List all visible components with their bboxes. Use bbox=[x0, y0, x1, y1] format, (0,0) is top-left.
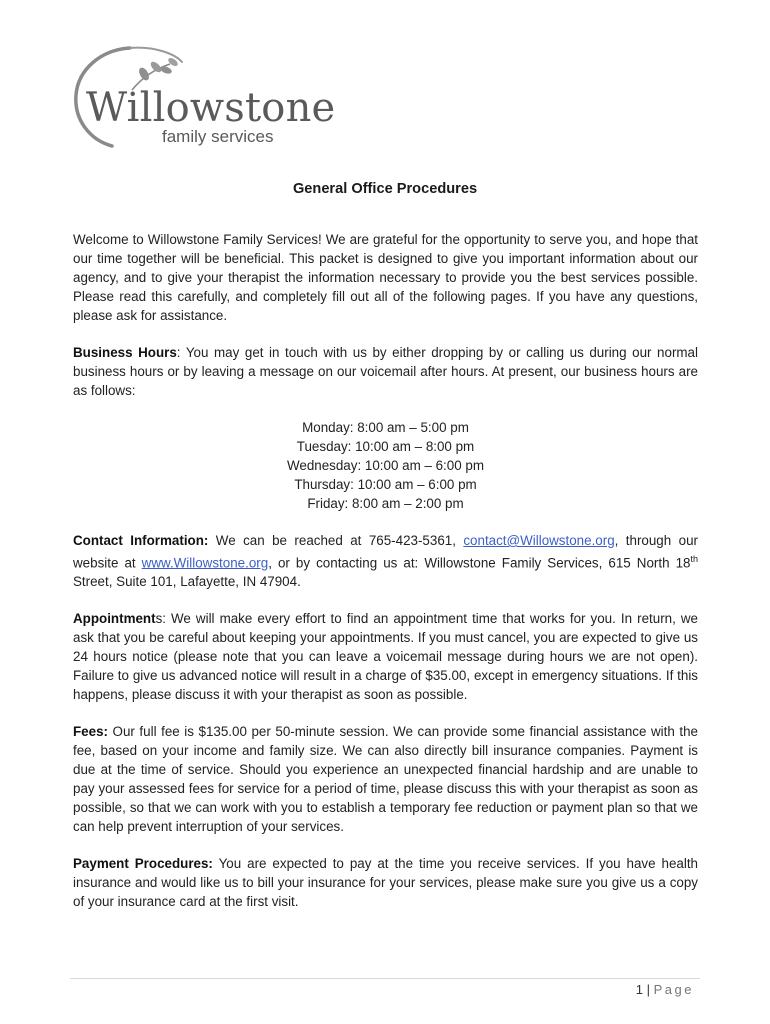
fees-text: Our full fee is $135.00 per 50-minute session. We can provide some financial assistance with the fee, based on your income and family size. We can also directly bill insurance companies. Payment is due at the time of service. Should you experience an unexpected financial hardship and are unable to pay your assessed fees for service for a period of time, please discuss this with your therapist as soon as possible, so that we can work with you to establish a temporary fee reduction or payment plan so that we can help prevent interruption of your services. bbox=[73, 724, 698, 835]
contact-text-4: Street, Suite 101, Lafayette, IN 47904. bbox=[73, 574, 301, 590]
hours-thursday: Thursday: 10:00 am – 6:00 pm bbox=[294, 477, 477, 492]
hours-tuesday: Tuesday: 10:00 am – 8:00 pm bbox=[296, 439, 475, 454]
intro-paragraph: Welcome to Willowstone Family Services! We are grateful for the opportunity to serve you, and hope that our time together will be beneficial. This packet is designed to give you important information about our agency, and to give your therapist the information necessary to provide you the best services possible. Please read this carefully, and completely fill out all of the following pages. If you have any questions, please ask for assistance. bbox=[73, 232, 698, 323]
page-word: Page bbox=[653, 982, 694, 997]
logo-subtitle: family services bbox=[162, 127, 274, 146]
footer-divider bbox=[70, 978, 700, 979]
appointments-paragraph bbox=[73, 609, 698, 704]
appointments-label: Appointment bbox=[73, 611, 156, 627]
page-number: 1 bbox=[635, 982, 644, 997]
logo-name: Willowstone bbox=[86, 85, 336, 131]
contact-text-1: We can be reached at 765-423-5361, bbox=[208, 533, 464, 548]
business-hours-text: : You may get in touch with us by either dropping by or calling us during our normal business hours or by leaving a message on our voicemail after hours. At present, our business hours are as follows: bbox=[73, 345, 698, 398]
footer-separator: | bbox=[643, 982, 654, 997]
payment-text: You are expected to pay at the time you receive services. If you have health insurance and would like us to bill your insurance for your services, please make sure you give us a copy of your insurance card at the first visit. bbox=[73, 856, 698, 910]
contact-text-2: , through our website at bbox=[73, 533, 698, 571]
contact-label: Contact Information: bbox=[73, 533, 209, 548]
document-body bbox=[73, 230, 698, 929]
fees-paragraph bbox=[73, 722, 698, 836]
business-hours-paragraph bbox=[73, 343, 698, 400]
hours-friday: Friday: 8:00 am – 2:00 pm bbox=[307, 496, 464, 511]
willowstone-logo bbox=[70, 40, 336, 160]
hours-monday: Monday: 8:00 am – 5:00 pm bbox=[302, 420, 469, 435]
website-link[interactable]: www.Willowstone.org bbox=[141, 555, 269, 571]
appointments-text: s: We will make every effort to find an appointment time that works for you. In return, we ask that you be careful about keeping your appointments. If you must cancel, you are expected to give us 24 hours notice (please note that you can leave a voicemail message during hours we are not open). Failure to give us advanced notice will result in a charge of $35.00, except in emergency situations. If this happens, please discuss it with your therapist as soon as possible. bbox=[73, 611, 698, 703]
contact-paragraph bbox=[73, 531, 698, 591]
contact-text-3: , or by contacting us at: Willowstone Family Services, 615 North 18 bbox=[268, 555, 691, 571]
hours-wednesday: Wednesday: 10:00 am – 6:00 pm bbox=[286, 458, 484, 473]
business-hours-schedule bbox=[73, 418, 698, 513]
payment-label: Payment Procedures: bbox=[73, 856, 213, 872]
ordinal-suffix: th bbox=[690, 554, 698, 564]
page-title: General Office Procedures bbox=[292, 181, 478, 197]
business-hours-label: Business Hours bbox=[73, 345, 177, 360]
email-link[interactable]: contact@Willowstone.org bbox=[463, 533, 615, 548]
page-footer bbox=[636, 982, 694, 997]
payment-paragraph bbox=[73, 854, 698, 911]
fees-label: Fees: bbox=[73, 724, 108, 740]
